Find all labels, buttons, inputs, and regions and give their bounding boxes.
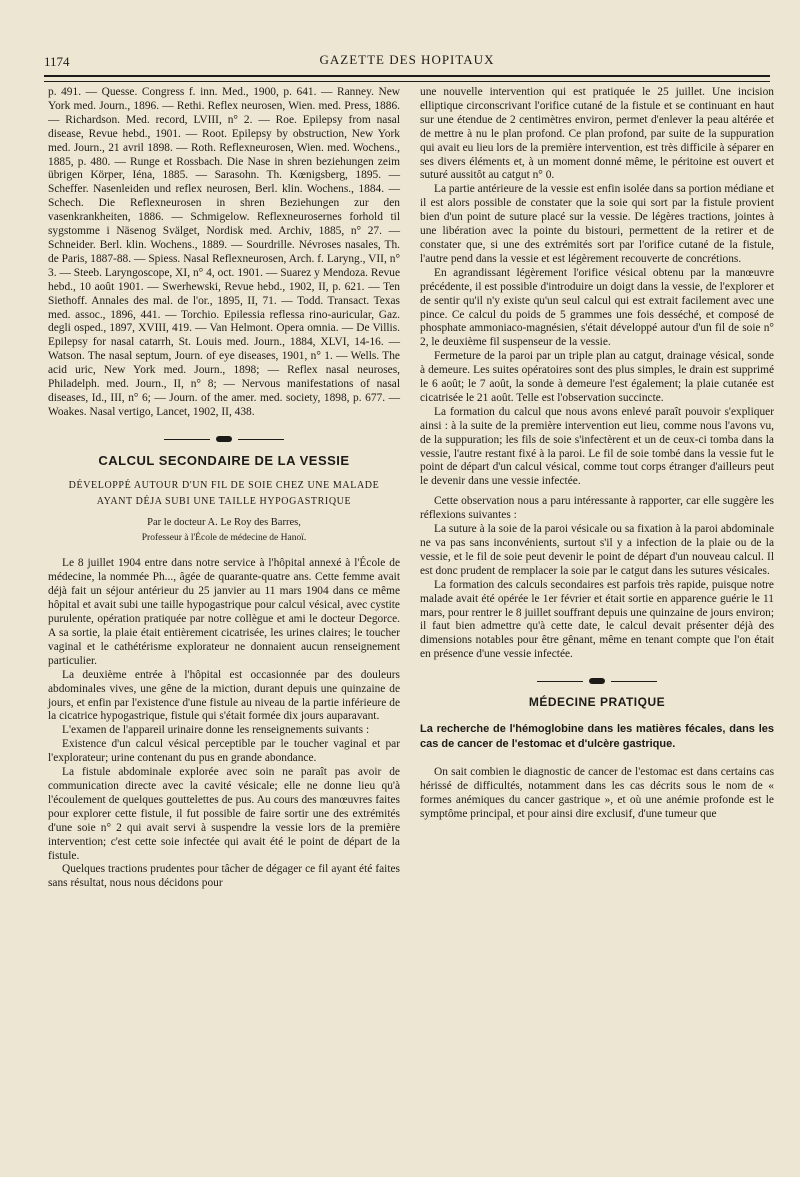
article-subtitle-line-1: DÉVELOPPÉ AUTOUR D'UN FIL DE SOIE CHEZ UNE MALADE <box>68 479 380 491</box>
running-header <box>44 50 770 72</box>
author-affiliation: Professeur à l'École de médecine de Hanoï. <box>141 532 307 543</box>
paragraph: Existence d'un calcul vésical perceptible par le toucher vaginal et par l'explorateur; urine contenant du pus en grande abondance. <box>48 738 400 765</box>
paragraph: Cette observation nous a paru intéressante à rapporter, car elle suggère les réflexions suivantes : <box>420 495 774 522</box>
left-column <box>48 86 400 891</box>
article-title: CALCUL SECONDAIRE DE LA VESSIE <box>98 452 350 468</box>
header-rule-thin <box>44 81 770 82</box>
header-rule-thick <box>44 75 770 77</box>
right-column <box>420 86 774 822</box>
paragraph: une nouvelle intervention qui est pratiquée le 25 juillet. Une incision elliptique circonscrivant l'orifice cutané de la fistule et se continuant en haut sur une étendue de 2 centimètres environ, permet d'enlever la peau altérée et de mettre à nu le plan profond. Ce plan profond, par suite de la suppuration qui avait eu lieu lors de la première intervention, est très difficile à séparer en ses divers éléments et, à un moment donné même, le péritoine est ouvert et suturé aussitôt au catgut n° 0. <box>420 86 774 182</box>
paragraph: La formation des calculs secondaires est parfois très rapide, puisque notre malade avait été opérée le 1er février et était sortie en apparence guérie le 11 mars, pour rentrer le 8 juillet souffrant depuis une quinzaine de jours environ; il faut bien admettre qu'à cette date, le calcul devait présenter déjà des dimensions notables pour être gênant, même en tenant compte que l'on était en présence d'une vessie infectée. <box>420 578 774 661</box>
ornament-divider <box>537 678 657 686</box>
running-title: GAZETTE DES HOPITAUX <box>319 52 495 67</box>
paragraph: En agrandissant légèrement l'orifice vésical obtenu par la manœuvre précédente, il est possible d'introduire un doigt dans la vessie, de l'explorer et de sentir qu'il n'y existe qu'un seul calcul qui est extrait facilement avec une pince. Ce calcul du poids de 5 grammes une fois desséché, et composé de phosphate ammoniaco-magnésien, s'était développé autour d'un fil de soie n° 2, le deuxième fil suspenseur de la vessie. <box>420 266 774 349</box>
paragraph: La suture à la soie de la paroi vésicale ou sa fixation à la paroi abdominale ne va pas sans inconvénients, surtout s'il y a infection de la plaie ou de la vessie, et le fil de soie peut devenir le point de départ d'un nouveau calcul. Il est donc prudent de remplacer la soie par le catgut dans les sutures vésicales. <box>420 523 774 577</box>
bibliography-references: p. 491. — Quesse. Congress f. inn. Med., 1900, p. 641. — Ranney. New York med. Journ., 1896. — Rethi. Reflex neurosen, Wien. med. Press, 1886. — Richardson. Med. record, LVIII, n° 2. — Roe. Epilepsy from nasal disease, Revue hebd., 1901. — Root. Epilepsy by obstruction, New York med. Journ., 21 avril 1898. — Roth. Reflexneurosen, Wien. med. Wochens., 1885, p. 480. — Runge et Rossbach. Die Nase in shren beziehungen zeim übrigen Körper, Iéna, 1885. — Sarasohn. Th. Kœnigsberg, 1895. — Scheffer. Nasenleiden und reflex neurosen, Berl. klin. Wochens., 1884. — Schech. Die Reflexneurosen in shren Beziehungen zur den vasenkrankheiten, 1886. — Schmigelow. Reflexneurosernes forhold til sygstomme i Näsenog Svälget, Nordisk med. Archiv, 1885, n° 27. — Schneider. Berl. klin. Wochens., 1889. — Sourdrille. Névroses nasales, Th. de Paris, 1887-88. — Spiess. Nasal Reflexneurosen, Arch. f. Laryng., VII, n° 3. — Steeb. Laryngoscope, XI, n° 4, oct. 1901. — Suarez y Mendoza. Revue hebd., 10 août 1901. — Swerhewski, Revue hebd., 1902, II, p. 621. — Ten Siethoff. Annales des mal. de l'or., 1895, II, 71. — Todd. Transact. Texas med. assoc., 1896, 441. — Torchio. Epilessia reflessa rino-auricular, Gaz. degli osped., 1897, XVIII, 419. — Van Helmont. Opera omnia. — De Villis. Epilepsy for nasal catarrh, St. Louis med. Journ., 1884, XLVI, 14-16. — Watson. The nasal septum, Journ. of eye diseases, 1901, n° 1. — Wells. The acid uric, New York med. Journ., 1898; — Reflex nasal neuroses, Philadelph. med. Journ., II, n° 8; — Nervous manifestations of nasal diseases, Id., III, n° 6; — Journ. of the amer. med. society, 1898, p. 677. — Woakes. Nasal vertigo, Lancet, 1902, II, 438. <box>48 86 400 418</box>
section-lead-heading: La recherche de l'hémoglobine dans les matières fécales, dans les cas de cancer de l'estomac et d'ulcère gastrique. <box>420 723 774 751</box>
article-subtitle-line-2: AYANT DÉJA SUBI UNE TAILLE HYPOGASTRIQUE <box>96 495 352 507</box>
paragraph: La fistule abdominale explorée avec soin ne paraît pas avoir de communication directe avec la cavité vésicale; elle ne donne lieu qu'à l'écoulement de quelques gouttelettes de pus. Au cours des manœuvres faites pour explorer cette fistule, il fut possible de faire sortir une des extrémités d'une soie n° 2 qui avait servi à suspendre la vessie lors de la première intervention; c'est cette soie infectée qui avait été le point de départ de la fistule. <box>48 766 400 862</box>
paragraph: Quelques tractions prudentes pour tâcher de dégager ce fil ayant été faites sans résultat, nous nous décidons pour <box>48 863 400 890</box>
ornament-divider <box>164 436 284 444</box>
paragraph: L'examen de l'appareil urinaire donne les renseignements suivants : <box>62 724 370 737</box>
section-title: MÉDECINE PRATIQUE <box>528 695 666 710</box>
paragraph: Le 8 juillet 1904 entre dans notre service à l'hôpital annexé à l'École de médecine, la nommée Ph..., âgée de quarante-quatre ans. Cette femme avait déjà fait un séjour antérieur du 25 janvier au 11 mars 1904 dans ce même hôpital et avait subi une taille hypogastrique pour calcul vésical, avec cystite purulente, opération pratiquée par notre collègue et ami le docteur Degorce. A sa sortie, la plaie était entièrement cicatrisée, les urines claires; le toucher vaginal et le cathétérisme explorateur ne donnaient aucun renseignement particulier. <box>48 557 400 667</box>
paragraph: Fermeture de la paroi par un triple plan au catgut, drainage vésical, sonde à demeure. Les suites opératoires sont des plus simples, le drain est supprimé le 6 août; le 7 août, la sonde à demeure l'est également; la plaie cutanée est cicatrisée le 21 août. Telle est l'observation succincte. <box>420 350 774 404</box>
paragraph: La formation du calcul que nous avons enlevé paraît pouvoir s'expliquer ainsi : à la suite de la première intervention eut lieu, comme nous l'avons vu, de la suppuration; les fils de soie s'infectèrent et un de ceux-ci tomba dans la vessie, l'autre restant fixé à la paroi. Le fil de soie tombé dans la vessie fut le point de départ d'un calcul vésical, comme tout corps étranger d'ailleurs peut le devenir dans une vessie infectée. <box>420 405 774 488</box>
paragraph: La deuxième entrée à l'hôpital est occasionnée par des douleurs abdominales vives, une gêne de la miction, durant depuis une quinzaine de jours, et enfin par l'existence d'une fistule au niveau de la partie inférieure de la cicatrice hypogastrique, fistule qui s'était formée dix jours auparavant. <box>48 668 400 723</box>
article-subtitle <box>48 478 400 510</box>
page-number: 1174 <box>44 54 70 69</box>
paragraph: On sait combien le diagnostic de cancer de l'estomac est dans certains cas hérissé de difficultés, notamment dans les cas décrits sous le nom de « formes anémiques du cancer gastrique », et où une anémie profonde est le symptôme principal, et pour ainsi dire exclusif, d'une tumeur que <box>420 766 774 820</box>
author-byline: Par le docteur A. Le Roy des Barres, <box>147 516 301 528</box>
paragraph: La partie antérieure de la vessie est enfin isolée dans sa portion médiane et il est alors possible de constater que la soie qui sort par la fistule provient bien d'un point de suture placé sur la vessie. De légères tractions, jointes à une libération avec la pointe du bistouri, permettent de la retirer et de constater que, si une des extrémités sort par l'orifice cutané de la fistule, l'autre pend dans la vessie et est légèrement recouverte de concrétions. <box>420 183 775 265</box>
